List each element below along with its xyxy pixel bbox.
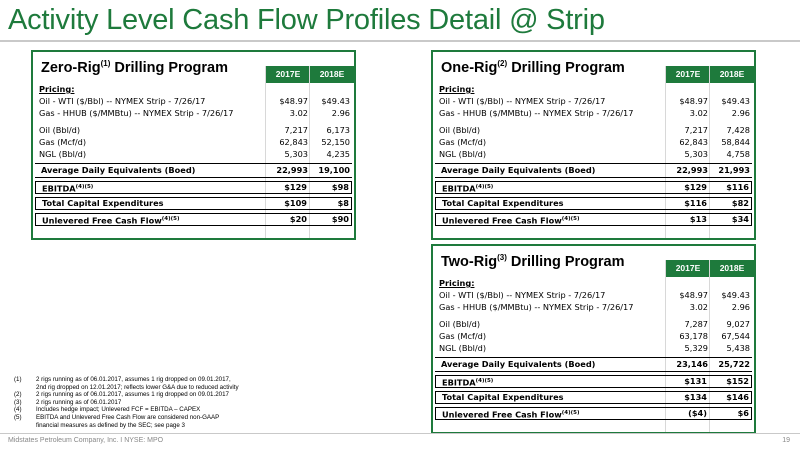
value-2018: 2.96 [731, 108, 750, 118]
value-2018: $49.43 [721, 96, 750, 106]
pricing-row [33, 107, 354, 119]
row-label: Oil (Bbl/d) [439, 319, 481, 329]
one-rig-panel [431, 50, 756, 240]
value-2018: $82 [731, 198, 749, 208]
value-2017: 5,303 [284, 149, 308, 159]
total-capex-row-text: Total Capital Expenditures [442, 198, 564, 208]
year-header-band [666, 260, 754, 277]
row-label: Oil - WTI ($/Bbl) -- NYMEX Strip - 7/26/17 [439, 290, 606, 300]
volume-row [433, 136, 754, 148]
total-capex-row [435, 197, 752, 210]
volume-row [433, 330, 754, 342]
pricing-label: Pricing: [439, 278, 475, 288]
row-label: NGL (Bbl/d) [39, 149, 87, 159]
volume-row [433, 148, 754, 160]
volume-row [33, 124, 354, 136]
value-2018: $49.43 [321, 96, 350, 106]
unlevered-fcf-row-footnote: (4)(5) [561, 410, 580, 416]
footnote [14, 399, 314, 407]
ebitda-row-text: EBITDA [42, 183, 76, 194]
value-2018: $98 [331, 182, 349, 192]
unlevered-fcf-row [35, 213, 352, 226]
value-2017: 23,146 [676, 359, 708, 369]
value-2017: $48.97 [679, 96, 708, 106]
pricing-label: Pricing: [39, 84, 75, 94]
average-daily-equivalents-row [435, 163, 752, 178]
row-label: Gas - HHUB ($/MMBtu) -- NYMEX Strip - 7/26/17 [439, 302, 634, 312]
total-capex-row-text: Total Capital Expenditures [42, 198, 164, 208]
average-daily-equivalents-row-label [441, 164, 595, 177]
pricing-header-row [433, 83, 754, 95]
panel-table [433, 277, 754, 420]
year-header-band [266, 66, 354, 83]
ebitda-row-text: EBITDA [442, 377, 476, 388]
row-label: Gas - HHUB ($/MMBtu) -- NYMEX Strip - 7/26/17 [39, 108, 234, 118]
average-daily-equivalents-row-text: Average Daily Equivalents (Boed) [441, 165, 596, 175]
pricing-row [433, 107, 754, 119]
footnote-line: financial measures as defined by the SEC; see page 3 [36, 421, 185, 429]
value-2017: 3.02 [689, 108, 708, 118]
value-2017: 62,843 [279, 137, 308, 147]
value-2017: $129 [684, 182, 707, 192]
year-2018-header: 2018E [719, 263, 745, 273]
row-label: Gas - HHUB ($/MMBtu) -- NYMEX Strip - 7/26/17 [439, 108, 634, 118]
volume-row [433, 342, 754, 354]
row-label: Oil - WTI ($/Bbl) -- NYMEX Strip - 7/26/17 [39, 96, 206, 106]
year-header-band [666, 66, 754, 83]
value-2018: 21,993 [718, 165, 750, 175]
row-label: Oil - WTI ($/Bbl) -- NYMEX Strip - 7/26/17 [439, 96, 606, 106]
value-2017: 7,217 [284, 125, 308, 135]
panel-title-rest: Drilling Program [506, 253, 625, 270]
pricing-row [433, 301, 754, 313]
footnote-number: (3) [14, 398, 22, 406]
value-2018: $116 [726, 182, 749, 192]
value-2017: 63,178 [679, 331, 708, 341]
unlevered-fcf-row-label [42, 214, 179, 227]
value-2018: $34 [731, 214, 749, 224]
value-2018: 2.96 [331, 108, 350, 118]
ebitda-row-footnote: (4)(5) [75, 184, 94, 190]
value-2018: 25,722 [718, 359, 750, 369]
footnote-line: Includes hedge impact; Unlevered FCF = EBITDA – CAPEX [36, 406, 201, 414]
year-2017-header: 2017E [675, 263, 701, 273]
footer-company: Midstates Petroleum Company, Inc. I NYSE: MPO [8, 437, 164, 444]
unlevered-fcf-row-text: Unlevered Free Cash Flow [442, 215, 562, 226]
value-2017: 22,993 [676, 165, 708, 175]
footnotes [14, 376, 314, 429]
total-capex-row-label [42, 198, 164, 209]
ebitda-row-text: EBITDA [442, 183, 476, 194]
title-divider [0, 40, 800, 42]
value-2018: $49.43 [721, 290, 750, 300]
footnote-number: (2) [14, 391, 22, 399]
value-2018: $8 [337, 198, 349, 208]
total-capex-row [435, 391, 752, 404]
ebitda-row-label [442, 182, 493, 195]
volume-row [433, 318, 754, 330]
value-2017: 3.02 [689, 302, 708, 312]
value-2017: $116 [684, 198, 707, 208]
ebitda-row [35, 181, 352, 194]
value-2018: 52,150 [321, 137, 350, 147]
value-2018: 5,438 [726, 343, 750, 353]
footnote-line: 2nd rig dropped on 12.01.2017; reflects lower G&A due to reduced activity [36, 383, 239, 391]
footnote [14, 376, 314, 391]
page-number: 19 [782, 437, 790, 444]
unlevered-fcf-row-label [442, 408, 579, 421]
value-2018: 58,844 [721, 137, 750, 147]
value-2017: 22,993 [276, 165, 308, 175]
footnote-number: (4) [14, 406, 22, 414]
zero-rig-panel [31, 50, 356, 240]
panel-title [441, 253, 625, 270]
pricing-label: Pricing: [439, 84, 475, 94]
panel-header [433, 246, 754, 277]
row-label: Gas (Mcf/d) [439, 137, 487, 147]
pricing-row [433, 95, 754, 107]
average-daily-equivalents-row-label [441, 358, 595, 371]
pricing-row [33, 95, 354, 107]
footnote [14, 406, 314, 414]
slide-title: Activity Level Cash Flow Profiles Detail @ Strip [8, 4, 605, 36]
value-2017: $20 [289, 214, 307, 224]
volume-row [33, 148, 354, 160]
row-label: Gas (Mcf/d) [439, 331, 487, 341]
average-daily-equivalents-row-text: Average Daily Equivalents (Boed) [441, 359, 596, 369]
unlevered-fcf-row-text: Unlevered Free Cash Flow [442, 409, 562, 420]
panel-title-main: Two-Rig [441, 253, 498, 270]
value-2017: 5,329 [684, 343, 708, 353]
two-rig-panel [431, 244, 756, 434]
pricing-header-row [33, 83, 354, 95]
value-2018: $146 [726, 392, 749, 402]
panel-header [433, 52, 754, 83]
value-2018: $152 [726, 376, 749, 386]
average-daily-equivalents-row-text: Average Daily Equivalents (Boed) [41, 165, 196, 175]
row-label: NGL (Bbl/d) [439, 343, 487, 353]
ebitda-row-label [442, 376, 493, 389]
volume-row [433, 124, 754, 136]
footer-divider [0, 433, 800, 434]
year-2017-header: 2017E [275, 69, 301, 79]
year-2018-header: 2018E [719, 69, 745, 79]
unlevered-fcf-row-label [442, 214, 579, 227]
value-2017: $48.97 [279, 96, 308, 106]
value-2017: $48.97 [679, 290, 708, 300]
value-2018: 2.96 [731, 302, 750, 312]
panel-title-footnote: (2) [497, 59, 508, 68]
panel-title-footnote: (3) [497, 253, 507, 262]
value-2018: 19,100 [318, 165, 350, 175]
ebitda-row-footnote: (4)(5) [475, 378, 494, 384]
value-2018: $6 [737, 408, 749, 418]
footnote-line: EBITDA and Unlevered Free Cash Flow are considered non-GAAP [36, 413, 220, 421]
row-label: Oil (Bbl/d) [439, 125, 481, 135]
value-2017: $131 [684, 376, 707, 386]
panel-title-main: One-Rig [441, 59, 498, 76]
value-2017: ($4) [688, 408, 707, 418]
value-2018: 7,428 [726, 125, 750, 135]
total-capex-row [35, 197, 352, 210]
panel-title-rest: Drilling Program [110, 59, 229, 76]
pricing-header-row [433, 277, 754, 289]
value-2018: 4,235 [326, 149, 350, 159]
value-2017: 7,287 [684, 319, 708, 329]
value-2018: 9,027 [726, 319, 750, 329]
row-label: Gas (Mcf/d) [39, 137, 87, 147]
value-2017: 5,303 [684, 149, 708, 159]
total-capex-row-label [442, 392, 564, 403]
panel-title-rest: Drilling Program [507, 59, 625, 76]
panel-title [41, 59, 228, 76]
average-daily-equivalents-row [435, 357, 752, 372]
year-2017-header: 2017E [675, 69, 701, 79]
footnote-line: 2 rigs running as of 06.01.2017, assumes 1 rig dropped on 09.01.2017 [36, 391, 229, 399]
value-2017: 7,217 [684, 125, 708, 135]
row-label: NGL (Bbl/d) [439, 149, 487, 159]
ebitda-row-footnote: (4)(5) [475, 184, 494, 190]
volume-row [33, 136, 354, 148]
footnote-line: 2 rigs running as of 06.01.2017 [36, 398, 122, 406]
footnote-number: (1) [14, 376, 22, 383]
unlevered-fcf-row-footnote: (4)(5) [161, 216, 180, 222]
ebitda-row-label [42, 182, 93, 195]
total-capex-row-text: Total Capital Expenditures [442, 392, 564, 402]
average-daily-equivalents-row-label [41, 164, 195, 177]
value-2018: 4,758 [726, 149, 750, 159]
unlevered-fcf-row-text: Unlevered Free Cash Flow [42, 215, 162, 226]
unlevered-fcf-row [435, 213, 752, 226]
footnote [14, 391, 314, 399]
footnote-number: (5) [14, 413, 22, 421]
row-label: Oil (Bbl/d) [39, 125, 81, 135]
value-2017: 3.02 [289, 108, 308, 118]
unlevered-fcf-row-footnote: (4)(5) [561, 216, 580, 222]
total-capex-row-label [442, 198, 564, 209]
value-2017: 62,843 [679, 137, 708, 147]
ebitda-row [435, 375, 752, 388]
value-2017: $129 [284, 182, 307, 192]
unlevered-fcf-row [435, 407, 752, 420]
average-daily-equivalents-row [35, 163, 352, 178]
panel-title-footnote: (1) [100, 59, 111, 68]
panel-table [433, 83, 754, 226]
year-2018-header: 2018E [319, 69, 345, 79]
panel-table [33, 83, 354, 226]
value-2018: $90 [331, 214, 349, 224]
value-2017: $13 [689, 214, 707, 224]
pricing-row [433, 289, 754, 301]
footnote-line: 2 rigs running as of 06.01.2017, assumes 1 rig dropped on 09.01.2017, [36, 376, 231, 383]
panel-header [33, 52, 354, 83]
footnote [14, 414, 314, 429]
value-2017: $134 [684, 392, 707, 402]
ebitda-row [435, 181, 752, 194]
panel-title-main: Zero-Rig [41, 59, 101, 76]
panel-title [441, 59, 625, 76]
value-2018: 67,544 [721, 331, 750, 341]
value-2018: 6,173 [326, 125, 350, 135]
value-2017: $109 [284, 198, 307, 208]
